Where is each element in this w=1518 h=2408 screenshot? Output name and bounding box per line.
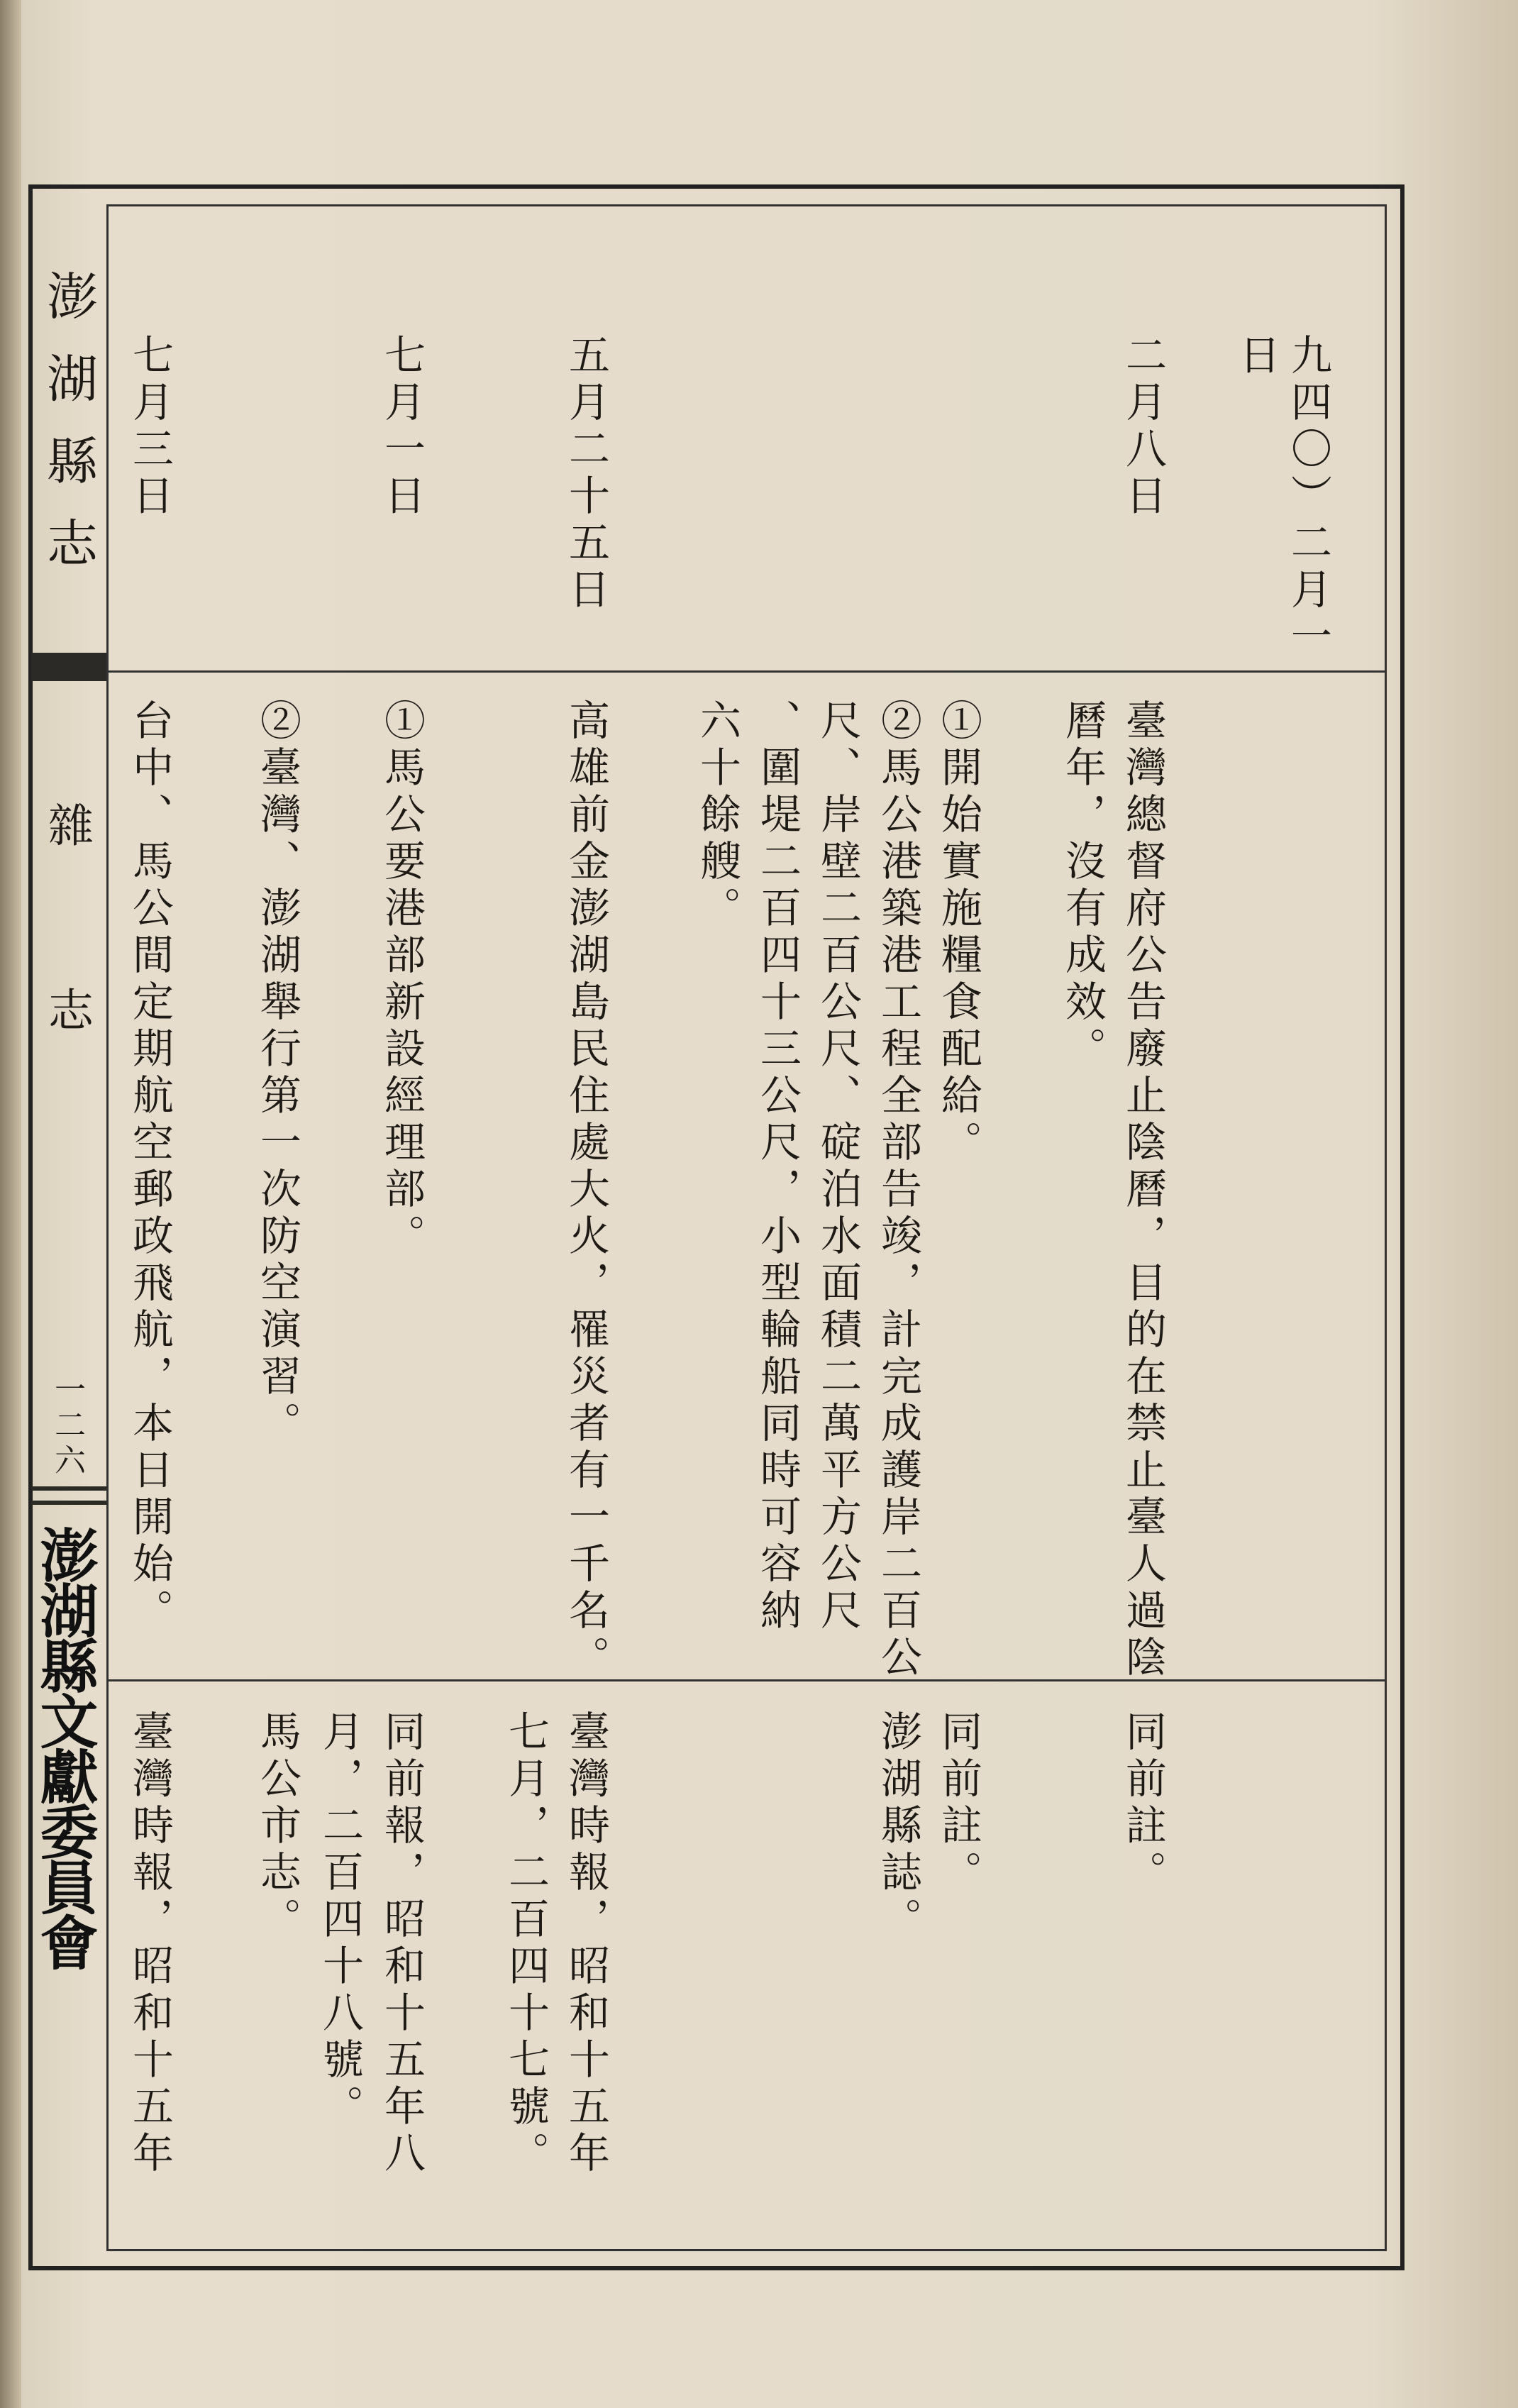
entry-source-line: 臺灣時報，昭和十五年 [562,1710,610,2178]
entry-event-line: 、圍堤二百四十三公尺，小型輪船同時可容納 [753,699,802,1635]
entry-source-line: 馬公市志。 [253,1710,301,1944]
entry-source-line: 臺灣時報，昭和十五年 [126,1710,174,2178]
divider-date-event [106,670,1387,673]
entry-source-line: 澎湖縣誌。 [874,1710,922,1944]
side-separator-top [31,653,106,681]
entry-date: 五月二十五日 [562,333,610,614]
entry-date: 九四〇）二月一 [1284,333,1332,661]
book-spine-shadow [0,0,21,2408]
entry-source-line: 同前報，昭和十五年八 [377,1710,426,2178]
entry-event-line: 高雄前金澎湖島民住處大火，罹災者有一千名。 [562,699,610,1682]
entry-event-line: ②馬公港築港工程全部告竣，計完成護岸二百公 [874,699,922,1682]
entry-source-line: 同前註。 [1119,1710,1167,1897]
side-section-a: 雜 [40,802,93,847]
entry-date: 二月八日 [1119,333,1167,521]
entry-source-line: 七月，二百四十七號。 [502,1710,550,2178]
side-book-title: 澎湖縣志 [38,270,98,599]
entry-event-line: 台中、馬公間定期航空郵政飛航，本日開始。 [126,699,174,1635]
side-section-b: 志 [40,986,93,1032]
entry-event-line: ①開始實施糧食配給。 [934,699,982,1167]
entry-source-line: 月，二百四十八號。 [316,1710,364,2131]
entry-event-line: 臺灣總督府公告廢止陰曆，目的在禁止臺人過陰 [1119,699,1167,1682]
entry-event-line: 六十餘艘。 [693,699,741,933]
side-separator-mid2 [31,1501,106,1505]
entry-event-line: 曆年，沒有成效。 [1058,699,1107,1073]
side-separator-mid [31,1486,106,1491]
entry-event-line: ②臺灣、澎湖舉行第一次防空演習。 [253,699,301,1448]
entry-date: 七月三日 [126,333,174,521]
entry-date-cont: 日 [1232,333,1280,380]
entry-event-line: ①馬公要港部新設經理部。 [377,699,426,1261]
entry-date: 七月一日 [377,333,426,521]
page-number: 一二六 [49,1373,85,1479]
entry-event-line: 尺、岸壁二百公尺、碇泊水面積二萬平方公尺 [814,699,862,1635]
divider-event-source [106,1679,1387,1681]
entry-source-line: 同前註。 [934,1710,982,1897]
publisher-name: 澎湖縣文獻委員會 [31,1525,99,1968]
